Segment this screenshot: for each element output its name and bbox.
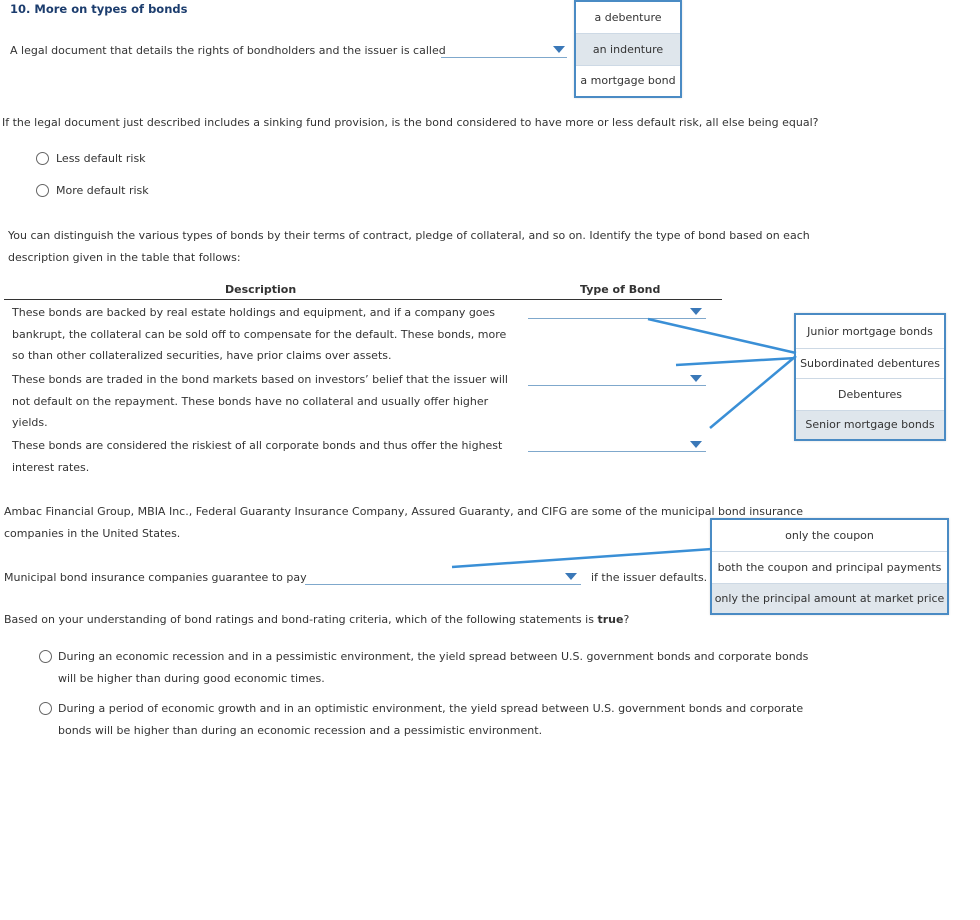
row2-line3: yields. [12,416,48,429]
q1-option-mortgage-bond[interactable]: a mortgage bond [580,74,676,87]
col-header-description: Description [225,283,297,296]
row1-line2: bankrupt, the collateral can be sold off to compensate for the default. These bonds, more [12,327,507,341]
row1-line1: These bonds are backed by real estate holdings and equipment, and if a company goes [12,306,496,319]
row2-line2: not default on the repayment. These bonds have no collateral and usually offer higher [12,394,489,408]
q5-option1-line2: will be higher than during good economic times. [58,671,325,685]
q5-option1-line1: During an economic recession and in a pessimistic environment, the yield spread between U.S. government bonds and corporate bonds [58,650,809,663]
arrow-line [648,319,796,353]
q2-label-less[interactable]: Less default risk [56,152,146,165]
arrow-line [452,549,712,567]
question-title: 10. More on types of bonds [10,2,188,16]
q5-option2-line1: During a period of economic growth and in an optimistic environment, the yield spread between U.S. government bonds and corporate [58,702,804,715]
q5-prompt-bold: true [597,613,624,626]
q3-option-senior-mortgage[interactable]: Senior mortgage bonds [796,411,944,439]
q1-option-debenture[interactable]: a debenture [576,2,680,34]
q3-intro-line1: You can distinguish the various types of bonds by their terms of contract, pledge of collateral, and so on. Identify the type of bond based on each [8,229,810,242]
q3-option-debentures[interactable]: Debentures [796,379,944,411]
row1-line3: so than other collateralized securities, have prior claims over assets. [12,349,392,362]
q4-prompt-before: Municipal bond insurance companies guarantee to pay [4,571,307,584]
q4-intro-line2: companies in the United States. [4,527,181,540]
q4-option-coupon-principal[interactable]: both the coupon and principal payments [712,552,947,584]
q1-option-indenture[interactable]: an indenture [576,34,680,66]
arrow-line [710,356,796,428]
row2-line1: These bonds are traded in the bond markets based on investors’ belief that the issuer will [12,373,508,386]
col-header-type: Type of Bond [580,283,661,296]
q3-option-subordinated-debentures[interactable]: Subordinated debentures [796,349,944,379]
q3-option-junior-mortgage[interactable]: Junior mortgage bonds [796,315,944,349]
row3-line1: These bonds are considered the riskiest of all corporate bonds and thus offer the highest [12,439,503,452]
q3-intro-line2: description given in the table that follows: [8,251,241,264]
q5-prompt-end: ? [623,613,630,626]
q1-prompt: A legal document that details the rights of bondholders and the issuer is called [10,44,446,57]
q5-option2-line2: bonds will be higher than during an economic recession and a pessimistic environment. [58,723,543,737]
q4-intro-line1: Ambac Financial Group, MBIA Inc., Federal Guaranty Insurance Company, Assured Guaranty, and CIFG are some of the municipal bond insurance [4,505,803,518]
arrow-line [676,358,796,365]
row3-line2: interest rates. [12,460,90,474]
q4-option-coupon[interactable]: only the coupon [712,520,947,552]
q4-option-principal[interactable]: only the principal amount at market price [712,584,947,613]
q4-prompt-after: if the issuer defaults. [591,571,708,584]
q2-prompt: If the legal document just described includes a sinking fund provision, is the bond considered to have more or less default risk, all else being equal? [2,116,819,129]
q5-prompt-text: Based on your understanding of bond ratings and bond-rating criteria, which of the following statements is [4,613,598,626]
q2-label-more[interactable]: More default risk [56,184,149,197]
